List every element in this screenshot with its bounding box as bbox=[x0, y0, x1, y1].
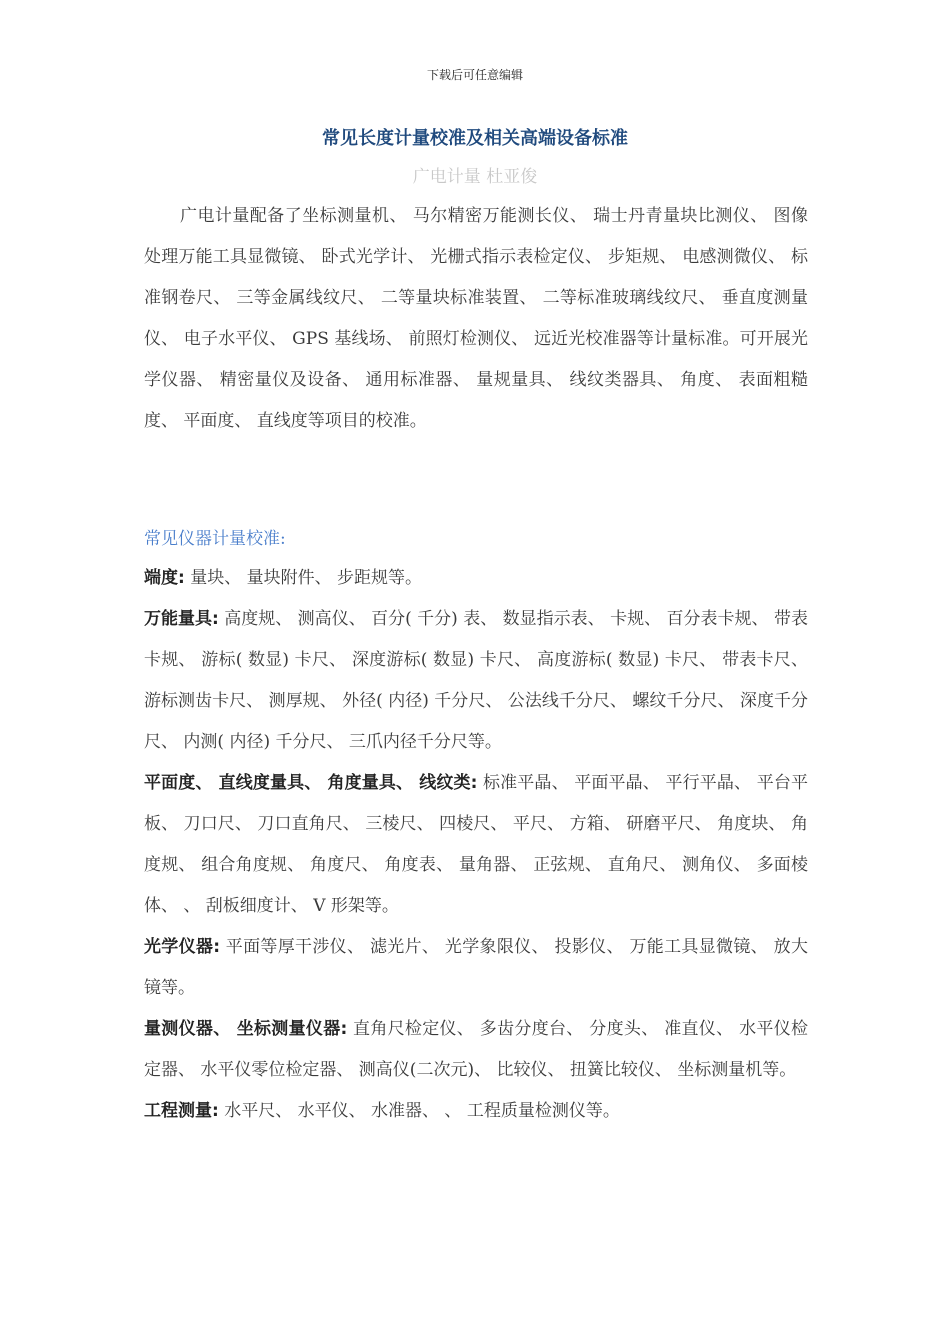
category-text: 直角尺检定仪、 多齿分度台、 分度头、 准直仪、 水平仪检定器、 水平仪零位检定器、 测高仪(二次元)、 比较仪、 扭簧比较仪、 坐标测量机等。 bbox=[144, 1019, 808, 1080]
document-title: 常见长度计量校准及相关高端设备标准 bbox=[322, 128, 628, 149]
category-text: 水平尺、 水平仪、 水准器、 、 工程质量检测仪等。 bbox=[218, 1101, 620, 1121]
category-label: 平面度、 直线度量具、 角度量具、 线纹类: bbox=[144, 773, 478, 793]
category-item bbox=[144, 1009, 808, 1091]
category-item bbox=[144, 763, 808, 927]
category-label: 工程测量: bbox=[144, 1101, 219, 1121]
category-text: 标准平晶、 平面平晶、 平行平晶、 平台平板、 刀口尺、 刀口直角尺、 三棱尺、 四棱尺、 平尺、 方箱、 研磨平尺、 角度块、 角度规、 组合角度规、 角度尺、 角度表、 量角器、 正弦规、 直角尺、 测角仪、 多面棱体、 、 刮板细度计、 V 形架等。 bbox=[144, 773, 808, 916]
category-item bbox=[144, 1091, 808, 1132]
section-heading: 常见仪器计量校准: bbox=[144, 529, 286, 549]
category-item bbox=[144, 927, 808, 1009]
category-item bbox=[144, 599, 808, 763]
header-note: 下载后可任意编辑 bbox=[426, 68, 523, 82]
category-label: 光学仪器: bbox=[144, 937, 221, 957]
category-label: 端度: bbox=[144, 568, 185, 588]
author-byline: 广电计量 杜亚俊 bbox=[412, 167, 538, 187]
category-text: 量块、 量块附件、 步距规等。 bbox=[184, 568, 423, 588]
category-text: 平面等厚干涉仪、 滤光片、 光学象限仪、 投影仪、 万能工具显微镜、 放大镜等。 bbox=[144, 937, 808, 998]
category-item bbox=[144, 558, 808, 599]
category-label: 量测仪器、 坐标测量仪器: bbox=[144, 1019, 348, 1039]
intro-paragraph: 广电计量配备了坐标测量机、 马尔精密万能测长仪、 瑞士丹青量块比测仪、 图像处理万能工具显微镜、 卧式光学计、 光栅式指示表检定仪、 步矩规、 电感测微仪、 标准钢卷尺、 三等金属线纹尺、 二等量块标准装置、 二等标准玻璃线纹尺、 垂直度测量仪、 电子水平仪、 GPS 基线场、 前照灯检测仪、 远近光校准器等计量标准。可开展光学仪器、 精密量仪及设备、 通用标准器、 量规量具、 线纹类器具、 角度、 表面粗糙度、 平面度、 直线度等项目的校准。 bbox=[144, 206, 808, 431]
category-list bbox=[144, 558, 808, 1132]
category-text: 高度规、 测高仪、 百分( 千分) 表、 数显指示表、 卡规、 百分表卡规、 带表卡规、 游标( 数显) 卡尺、 深度游标( 数显) 卡尺、 高度游标( 数显) 卡尺、 带表卡尺、 游标测齿卡尺、 测厚规、 外径( 内径) 千分尺、 公法线千分尺、 螺纹千分尺、 深度千分尺、 内测( 内径) 千分尺、 三爪内径千分尺等。 bbox=[144, 609, 808, 752]
category-label: 万能量具: bbox=[144, 609, 219, 629]
